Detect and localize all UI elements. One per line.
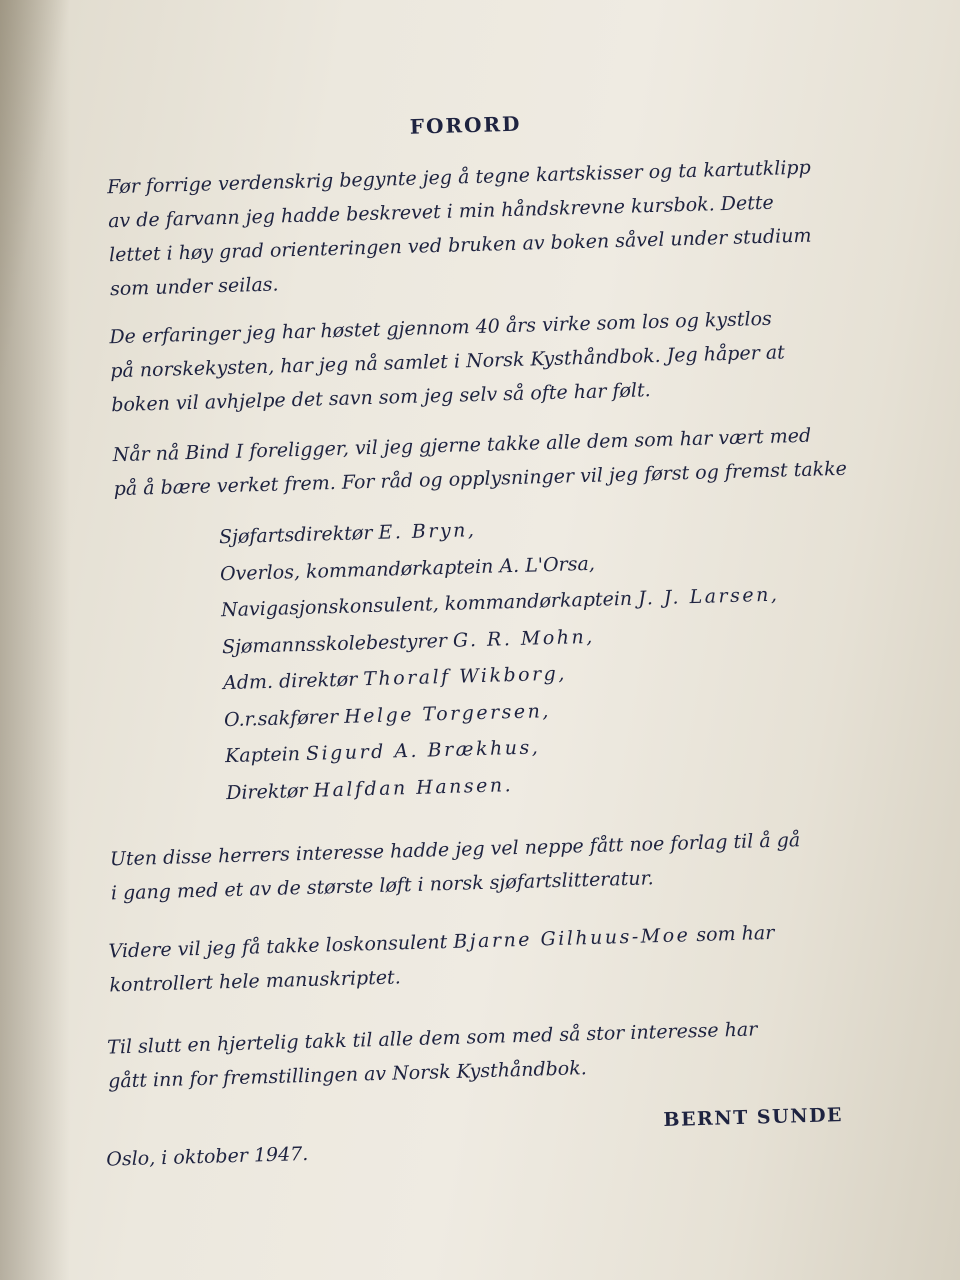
text-line: lettet i høy grad orienteringen ved bruken av boken såvel under studium (108, 224, 812, 267)
list-punctuation: , (588, 552, 596, 575)
text-line: i gang med et av de største løft i norsk sjøfartslitteratur. (110, 867, 654, 905)
paragraph-interest (110, 822, 842, 910)
text-line: av de farvann jeg hadde beskrevet i min håndskrevne kursbok. Dette (107, 191, 775, 233)
page-title: FORORD (409, 111, 522, 139)
acknowledgement-list (219, 504, 783, 811)
text-line: gått inn for fremstillingen av Norsk Kysthåndbok. (107, 1057, 588, 1093)
text-line: Til slutt en hjertelig takk til alle dem som med så stor interesse har (106, 1018, 758, 1059)
person-name: G. R. Mohn (452, 625, 587, 652)
text-line: Før forrige verdenskrig begynte jeg å tegne kartskisser og ta kartutklipp (106, 156, 812, 199)
person-title: Overlos, kommandørkaptein (219, 555, 494, 585)
place-date: Oslo, i oktober 1947. (106, 1142, 309, 1171)
list-punctuation: , (531, 736, 539, 759)
person-name: J. J. Larsen (637, 583, 772, 610)
text-line: kontrollert hele manuskriptet. (109, 966, 402, 997)
list-punctuation: , (585, 625, 593, 648)
person-title: Sjømannsskolebestyrer (221, 629, 448, 658)
list-punctuation: , (557, 662, 565, 685)
paragraph-thanks (112, 418, 848, 506)
text-line: på å bære verket frem. For råd og opplysninger vil jeg først og fremst takke (113, 457, 848, 501)
list-punctuation: , (770, 583, 778, 606)
person-name: Sigurd A. Brækhus (305, 736, 532, 765)
person-title: Sjøfartsdirektør (218, 521, 373, 549)
text-fragment: som har (696, 921, 775, 947)
paragraph-closing (107, 1010, 839, 1098)
person-title: Kaptein (224, 743, 301, 768)
list-punctuation: , (467, 519, 475, 542)
list-punctuation: , (542, 699, 549, 722)
person-name: Halfdan Hansen (313, 773, 505, 802)
text-line: som under seilas. (109, 273, 279, 301)
person-title: O.r.sakfører (223, 705, 339, 731)
text-line: boken vil avhjelpe det savn som jeg selv så ofte har følt. (110, 379, 651, 417)
paragraph-manuscript (108, 914, 840, 1002)
author-signature: BERNT SUNDE (663, 1104, 844, 1132)
person-name: Helge Torgersen (343, 699, 543, 728)
text-fragment: Videre vil jeg få takke loskonsulent (108, 931, 448, 963)
paragraph-experience (109, 300, 842, 422)
text-line: Når nå Bind I foreligger, vil jeg gjerne takke alle dem som har vært med (112, 424, 812, 467)
text-line: Uten disse herrers interesse hadde jeg vel neppe fått noe forlag til å gå (109, 829, 801, 871)
text-line: De erfaringer jeg har høstet gjennom 40 års virke som los og kystlos (109, 307, 773, 349)
person-name: E. Bryn (378, 519, 469, 544)
person-title: Navigasjonskonsulent, kommandørkaptein (220, 587, 633, 622)
person-title: Adm. direktør (222, 668, 358, 695)
person-title: Direktør (225, 779, 308, 804)
person-name: Bjarne Gilhuus-Moe (452, 924, 691, 953)
list-punctuation: . (504, 773, 511, 796)
text-line: på norskekysten, har jeg nå samlet i Norsk Kysthåndbok. Jeg håper at (110, 341, 786, 383)
person-name: A. L'Orsa (499, 552, 590, 577)
paragraph-intro (107, 150, 841, 306)
person-name: Thoralf Wikborg (363, 662, 559, 691)
